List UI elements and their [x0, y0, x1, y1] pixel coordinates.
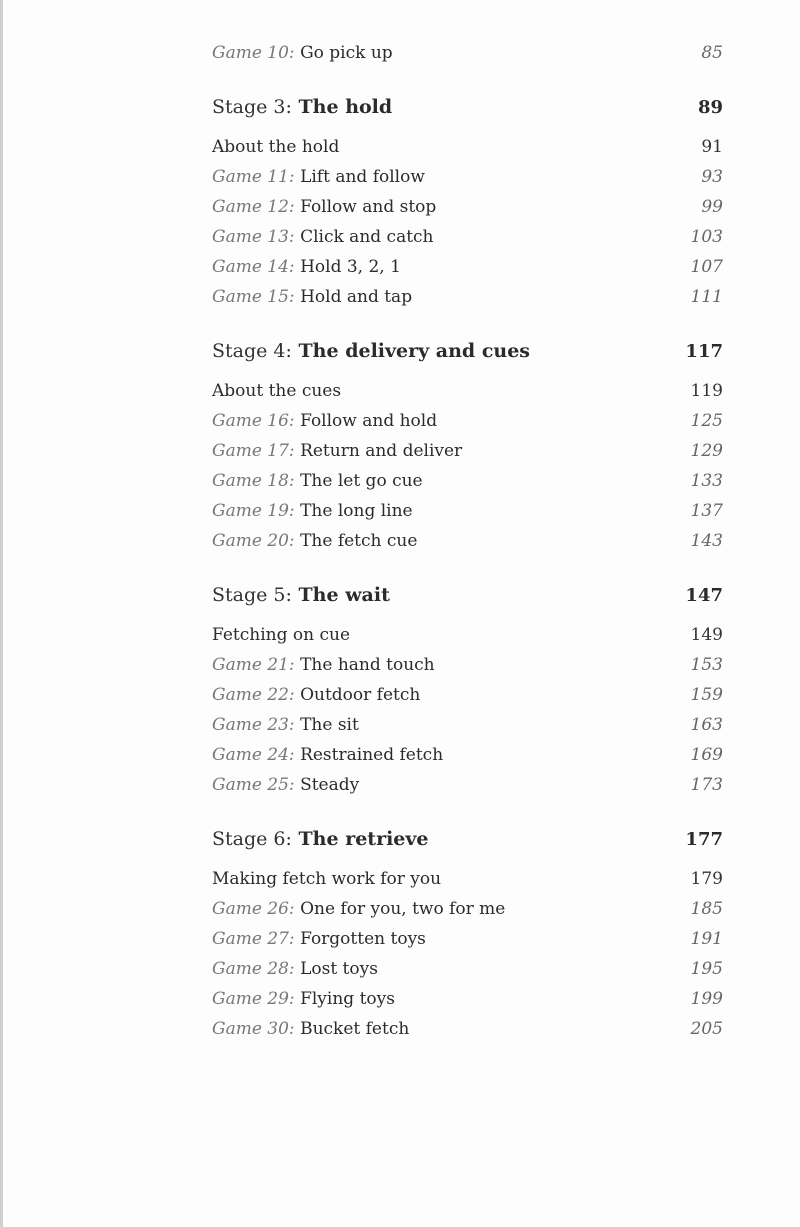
game-title: Forgotten toys [294, 929, 426, 949]
game-number: Game 14: [212, 257, 295, 277]
entry-label [212, 894, 505, 924]
stage-title: The hold [291, 96, 393, 118]
game-number: Game 25: [212, 775, 295, 795]
entry-label [212, 466, 423, 496]
entry-label [212, 710, 359, 740]
toc-entry-game [212, 740, 723, 770]
game-title: Outdoor fetch [294, 685, 421, 705]
toc-entry-game [212, 282, 723, 312]
entry-label [212, 162, 425, 192]
spacer [212, 312, 723, 334]
toc-entry-game [212, 252, 723, 282]
game-title: Follow and stop [294, 197, 437, 217]
page-number: 205 [690, 1019, 723, 1039]
game-number: Game 11: [212, 167, 295, 187]
game-title: Click and catch [294, 227, 434, 247]
game-title: Bucket fetch [294, 1019, 410, 1039]
game-title: One for you, two for me [294, 899, 506, 919]
table-of-contents [212, 38, 723, 1044]
page-number: 111 [690, 287, 723, 307]
game-number: Game 19: [212, 501, 295, 521]
toc-entry-game [212, 466, 723, 496]
entry-label [212, 526, 417, 556]
page-number: 107 [690, 257, 723, 277]
page-number: 179 [690, 869, 723, 889]
game-title: The sit [294, 715, 359, 735]
game-number: Game 27: [212, 929, 295, 949]
game-number: Game 22: [212, 685, 295, 705]
entry-label [212, 406, 437, 436]
game-number: Game 18: [212, 471, 295, 491]
page-number: 137 [690, 501, 723, 521]
spacer [212, 800, 723, 822]
entry-label [212, 984, 395, 1014]
page-number: 195 [690, 959, 723, 979]
page-number: 173 [690, 775, 723, 795]
entry-label [212, 822, 429, 856]
toc-entry-game [212, 894, 723, 924]
section-title: Making fetch work for you [212, 869, 442, 889]
game-title: Go pick up [294, 43, 393, 63]
game-number: Game 17: [212, 441, 295, 461]
page-number: 149 [690, 625, 723, 645]
page-number: 89 [697, 97, 723, 118]
page-number: 91 [701, 137, 723, 157]
game-title: Flying toys [294, 989, 395, 1009]
toc-entry-game [212, 650, 723, 680]
game-title: Return and deliver [294, 441, 463, 461]
entry-label [212, 954, 378, 984]
game-title: Lift and follow [294, 167, 425, 187]
game-number: Game 24: [212, 745, 295, 765]
entry-label [212, 38, 393, 68]
game-title: Follow and hold [294, 411, 438, 431]
entry-label [212, 192, 436, 222]
stage-number: Stage 5: [212, 584, 292, 606]
toc-entry-game [212, 192, 723, 222]
toc-entry-game [212, 496, 723, 526]
toc-entry-game [212, 680, 723, 710]
toc-entry-stage [212, 578, 723, 612]
game-title: The long line [294, 501, 413, 521]
stage-number: Stage 3: [212, 96, 292, 118]
toc-entry-stage [212, 334, 723, 368]
entry-label [212, 740, 443, 770]
page-number: 169 [690, 745, 723, 765]
stage-title: The retrieve [291, 828, 429, 850]
page-number: 125 [690, 411, 723, 431]
toc-entry-game [212, 406, 723, 436]
toc-entry-section [212, 620, 723, 650]
spacer [212, 556, 723, 578]
page-number: 99 [701, 197, 723, 217]
entry-label [212, 252, 401, 282]
page-number: 177 [685, 829, 723, 850]
page-number: 85 [701, 43, 723, 63]
game-number: Game 21: [212, 655, 295, 675]
game-number: Game 10: [212, 43, 295, 63]
toc-entry-game [212, 526, 723, 556]
game-number: Game 13: [212, 227, 295, 247]
section-title: Fetching on cue [212, 625, 351, 645]
game-title: Steady [294, 775, 360, 795]
entry-label [212, 680, 420, 710]
game-number: Game 29: [212, 989, 295, 1009]
toc-entry-game [212, 954, 723, 984]
stage-title: The delivery and cues [291, 340, 530, 362]
toc-entry-stage [212, 822, 723, 856]
game-number: Game 16: [212, 411, 295, 431]
game-title: The fetch cue [294, 531, 418, 551]
game-number: Game 20: [212, 531, 295, 551]
toc-entry-game [212, 1014, 723, 1044]
entry-label [212, 496, 413, 526]
game-number: Game 28: [212, 959, 295, 979]
game-number: Game 15: [212, 287, 295, 307]
page-number: 143 [690, 531, 723, 551]
game-title: Hold and tap [294, 287, 413, 307]
spacer [212, 68, 723, 90]
page-number: 93 [701, 167, 723, 187]
page-edge [0, 0, 3, 1227]
game-title: Lost toys [294, 959, 378, 979]
toc-entry-game [212, 162, 723, 192]
entry-label [212, 90, 392, 124]
section-title: About the hold [212, 137, 340, 157]
spacer [212, 612, 723, 620]
entry-label [212, 222, 434, 252]
toc-entry-section [212, 864, 723, 894]
entry-label [212, 1014, 409, 1044]
toc-entry-game [212, 38, 723, 68]
entry-label [212, 770, 359, 800]
page-number: 199 [690, 989, 723, 1009]
toc-entry-game [212, 222, 723, 252]
page-number: 153 [690, 655, 723, 675]
spacer [212, 124, 723, 132]
page-number: 147 [685, 585, 723, 606]
game-title: The hand touch [294, 655, 435, 675]
stage-number: Stage 6: [212, 828, 292, 850]
page-number: 185 [690, 899, 723, 919]
stage-title: The wait [291, 584, 390, 606]
entry-label [212, 650, 435, 680]
toc-entry-game [212, 710, 723, 740]
entry-label [212, 334, 530, 368]
section-title: About the cues [212, 381, 342, 401]
game-number: Game 26: [212, 899, 295, 919]
page-number: 119 [690, 381, 723, 401]
entry-label [212, 282, 412, 312]
toc-entry-game [212, 770, 723, 800]
toc-entry-section [212, 132, 723, 162]
page-number: 133 [690, 471, 723, 491]
game-title: Hold 3, 2, 1 [294, 257, 401, 277]
page-number: 163 [690, 715, 723, 735]
game-number: Game 30: [212, 1019, 295, 1039]
page-number: 103 [690, 227, 723, 247]
game-title: Restrained fetch [294, 745, 444, 765]
stage-number: Stage 4: [212, 340, 292, 362]
spacer [212, 856, 723, 864]
page-number: 129 [690, 441, 723, 461]
toc-entry-game [212, 436, 723, 466]
entry-label [212, 436, 462, 466]
page-number: 117 [685, 341, 723, 362]
toc-entry-stage [212, 90, 723, 124]
game-number: Game 12: [212, 197, 295, 217]
spacer [212, 368, 723, 376]
toc-entry-game [212, 984, 723, 1014]
page-number: 191 [690, 929, 723, 949]
game-number: Game 23: [212, 715, 295, 735]
toc-entry-section [212, 376, 723, 406]
entry-label [212, 924, 426, 954]
toc-entry-game [212, 924, 723, 954]
entry-label [212, 578, 390, 612]
game-title: The let go cue [294, 471, 423, 491]
page-number: 159 [690, 685, 723, 705]
